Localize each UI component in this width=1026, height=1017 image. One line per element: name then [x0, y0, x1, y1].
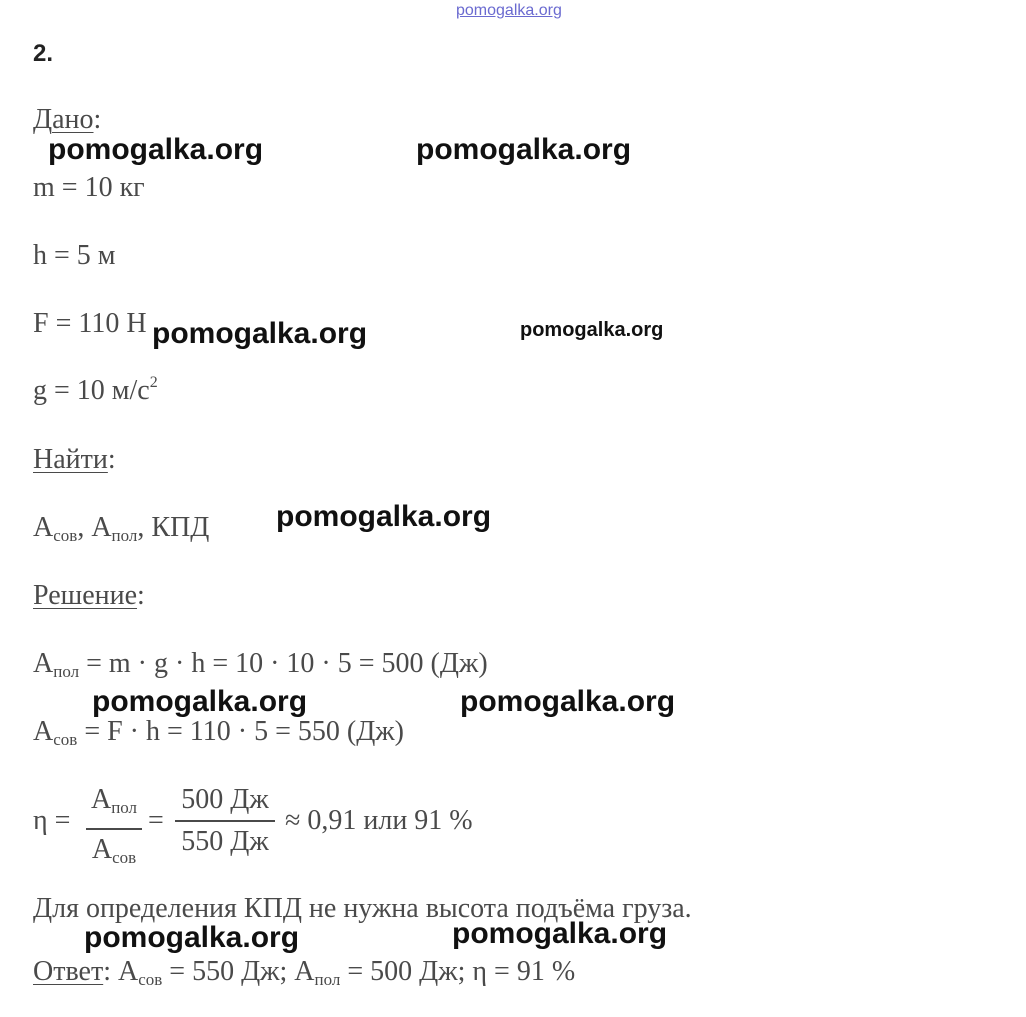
find-a2-sub: пол: [111, 526, 138, 545]
efficiency-result: ≈ 0,91 или 91 %: [285, 805, 473, 836]
fraction-1-den-a: A: [91, 834, 113, 865]
watermark: pomogalka.org: [520, 319, 664, 341]
answer-end: = 500 Дж; η = 91 %: [340, 956, 576, 987]
answer-a2-sub: пол: [314, 970, 341, 989]
watermark: pomogalka.org: [276, 500, 492, 533]
given-height: h = 5 м: [33, 240, 116, 271]
watermark: pomogalka.org: [92, 685, 308, 718]
given-gravity-exponent: 2: [149, 374, 158, 391]
find-a1-sub: сов: [53, 526, 78, 545]
useful-work-rest: = m · g · h = 10 · 10 · 5 = 500 (Дж): [79, 648, 488, 679]
given-gravity-base: g = 10 м/с: [33, 375, 150, 406]
answer-mid: = 550 Дж; A: [162, 956, 315, 987]
top-watermark-link[interactable]: pomogalka.org: [456, 2, 562, 19]
find-heading: [33, 444, 116, 476]
solution-note: Для определения КПД не нужна высота подъёма груза.: [33, 893, 692, 924]
watermark: pomogalka.org: [452, 917, 668, 950]
given-colon: :: [93, 104, 102, 135]
solution-colon: :: [137, 580, 145, 611]
watermark: pomogalka.org: [84, 921, 300, 954]
given-heading-text: Дано: [33, 104, 94, 135]
watermark: pomogalka.org: [48, 133, 264, 166]
watermark: pomogalka.org: [460, 685, 676, 718]
find-heading-text: Найти: [33, 444, 108, 475]
total-work-sub: сов: [53, 730, 78, 749]
useful-work-sub: пол: [53, 662, 80, 681]
task-number: 2.: [33, 40, 54, 67]
given-mass: m = 10 кг: [33, 172, 145, 203]
total-work-rest: = F · h = 110 · 5 = 550 (Дж): [77, 716, 404, 747]
fraction-1-bar: [86, 828, 142, 830]
efficiency-fraction-1: [86, 783, 142, 875]
answer-heading-text: Ответ: [33, 956, 104, 987]
given-gravity: [33, 374, 158, 407]
total-work-equation: [33, 716, 404, 750]
find-a1: A: [33, 512, 54, 543]
fraction-1-denominator: [92, 833, 136, 875]
fraction-1-den-sub: сов: [112, 848, 137, 867]
fraction-1-num-a: A: [90, 784, 112, 815]
fraction-1-numerator: [91, 783, 137, 825]
find-quantities: [33, 512, 209, 546]
watermark: pomogalka.org: [152, 317, 368, 350]
given-force: F = 110 Н: [33, 308, 147, 339]
answer-a1: A: [110, 956, 139, 987]
useful-work-a: A: [33, 648, 54, 679]
solution-heading-text: Решение: [33, 580, 138, 611]
given-heading: [33, 104, 101, 136]
efficiency-equals: =: [148, 805, 164, 836]
answer-colon: :: [103, 956, 111, 987]
fraction-2-bar: [175, 820, 275, 822]
find-colon: :: [107, 444, 116, 475]
watermark: pomogalka.org: [416, 133, 632, 166]
fraction-1-num-sub: пол: [111, 798, 138, 817]
efficiency-lhs: η =: [33, 805, 71, 836]
useful-work-equation: [33, 648, 488, 682]
fraction-2-denominator: 550 Дж: [181, 826, 269, 857]
answer-a1-sub: сов: [138, 970, 163, 989]
solution-heading: [33, 580, 145, 612]
answer-line: [33, 956, 575, 990]
find-rest: , КПД: [137, 512, 210, 543]
find-sep: , A: [77, 512, 112, 543]
total-work-a: A: [33, 716, 54, 747]
fraction-2-numerator: 500 Дж: [181, 784, 269, 815]
efficiency-fraction-2: [175, 783, 275, 859]
